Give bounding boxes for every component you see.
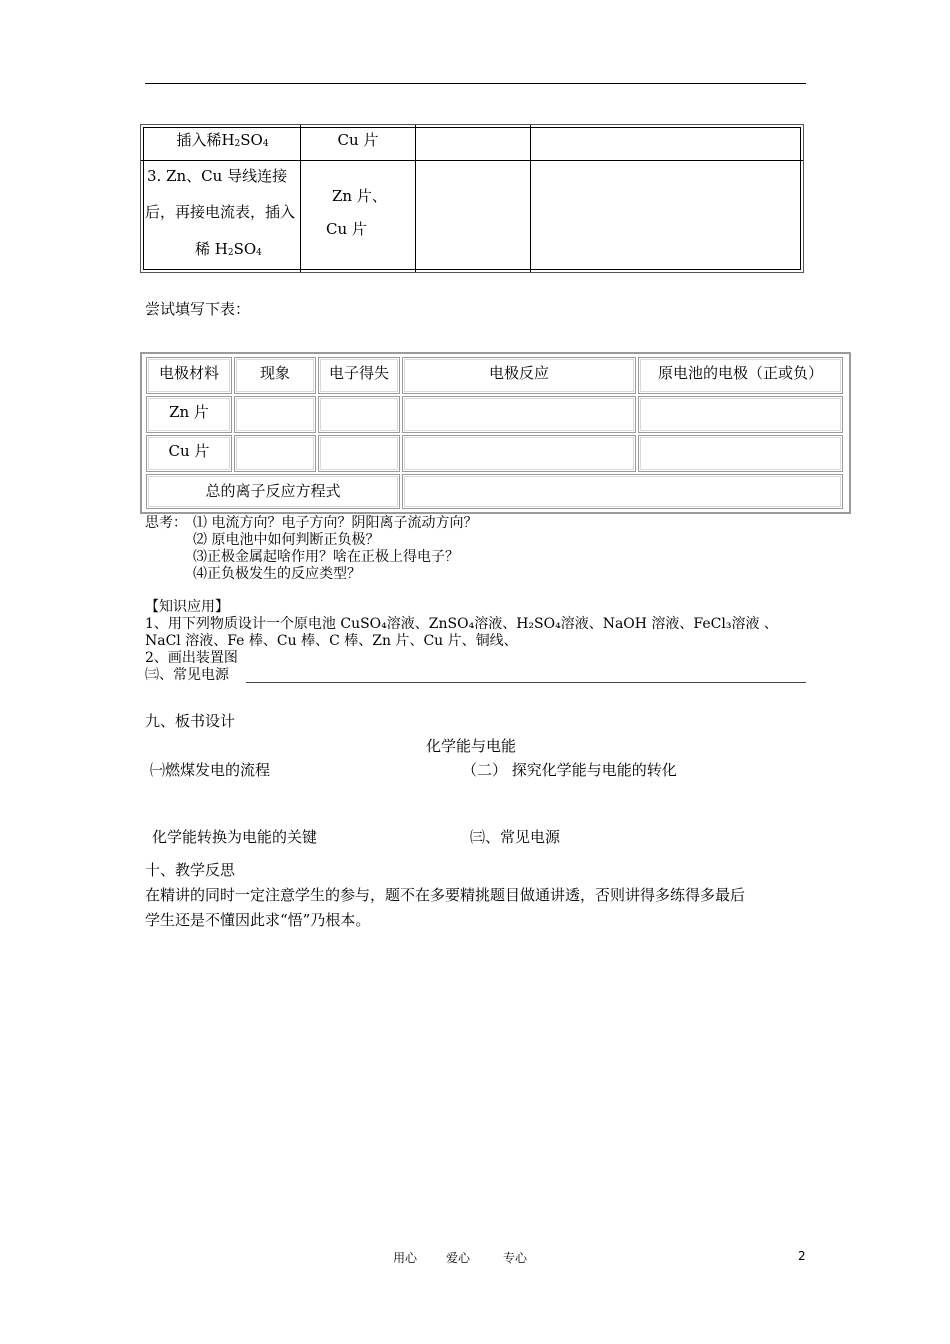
knowledge-line: 1、用下列物质设计一个原电池 CuSO₄溶液、ZnSO₄溶液、H₂SO₄溶液、NaOH 溶液、FeCl₃溶液 、 <box>145 616 778 632</box>
think-item: ⑴ 电流方向？电子方向？阴阳离子流动方向？ <box>193 515 478 531</box>
instruction-text: 尝试填写下表： <box>145 300 251 318</box>
page-number: 2 <box>798 1249 806 1263</box>
reflection-heading: 十、教学反思 <box>145 861 236 879</box>
footer-motto: 用心 <box>393 1251 418 1265</box>
think-item: ⑵ 原电池中如何判断正负极？ <box>193 532 380 548</box>
knowledge-heading: 【知识应用】 <box>145 599 229 615</box>
table-cell: Zn 片、 <box>332 187 387 205</box>
table-cell: Cu 片 <box>337 131 379 149</box>
header-rule <box>145 83 806 84</box>
table-header: 原电池的电极（正或负） <box>657 364 823 382</box>
knowledge-line: ㈢、常见电源 <box>145 667 229 683</box>
knowledge-line: 2、画出装置图 <box>145 650 238 666</box>
experiment-table <box>140 124 804 273</box>
table-header: 现象 <box>259 364 290 382</box>
think-item: ⑷正负极发生的反应类型？ <box>193 566 361 582</box>
table-row-label: Cu 片 <box>168 442 210 460</box>
reflection-text: 在精讲的同时一定注意学生的参与，题不在多要精挑题目做通讲透，否则讲得多练得多最后 <box>145 886 746 904</box>
table-row-label: 总的离子反应方程式 <box>205 482 341 500</box>
table-cell: 稀 $H_2SO_4$ <box>195 240 262 258</box>
knowledge-line: NaCl 溶液、Fe 棒、Cu 棒、C 棒、Zn 片、Cu 片、铜线、 <box>145 633 518 649</box>
reflection-text: 学生还是不懂因此求“悟”乃根本。 <box>145 911 371 929</box>
board-item: ㈢、常见电源 <box>470 828 561 846</box>
board-heading: 九、板书设计 <box>145 712 236 730</box>
blank-underline <box>246 682 806 683</box>
board-item: （二） 探究化学能与电能的转化 <box>462 761 677 779</box>
table-cell: 后，再接电流表，插入 <box>145 203 296 221</box>
footer-motto: 爱心 <box>446 1251 471 1265</box>
table-header: 电极反应 <box>488 364 549 382</box>
table-header: 电极材料 <box>158 364 219 382</box>
table-cell: 3. Zn、Cu 导线连接 <box>147 167 288 185</box>
board-title: 化学能与电能 <box>426 737 517 755</box>
think-item: ⑶正极金属起啥作用？啥在正极上得电子？ <box>193 549 459 565</box>
table-header: 电子得失 <box>328 364 389 382</box>
electrode-table <box>140 352 851 514</box>
board-item: 化学能转换为电能的关键 <box>152 828 318 846</box>
board-item: ㈠燃煤发电的流程 <box>150 761 271 779</box>
table-cell: Cu 片 <box>326 220 367 238</box>
table-row-label: Zn 片 <box>169 403 209 421</box>
footer-motto: 专心 <box>503 1251 528 1265</box>
table-cell: 插入稀$H_2SO_4$ <box>176 131 269 149</box>
think-label: 思考： <box>145 515 187 531</box>
